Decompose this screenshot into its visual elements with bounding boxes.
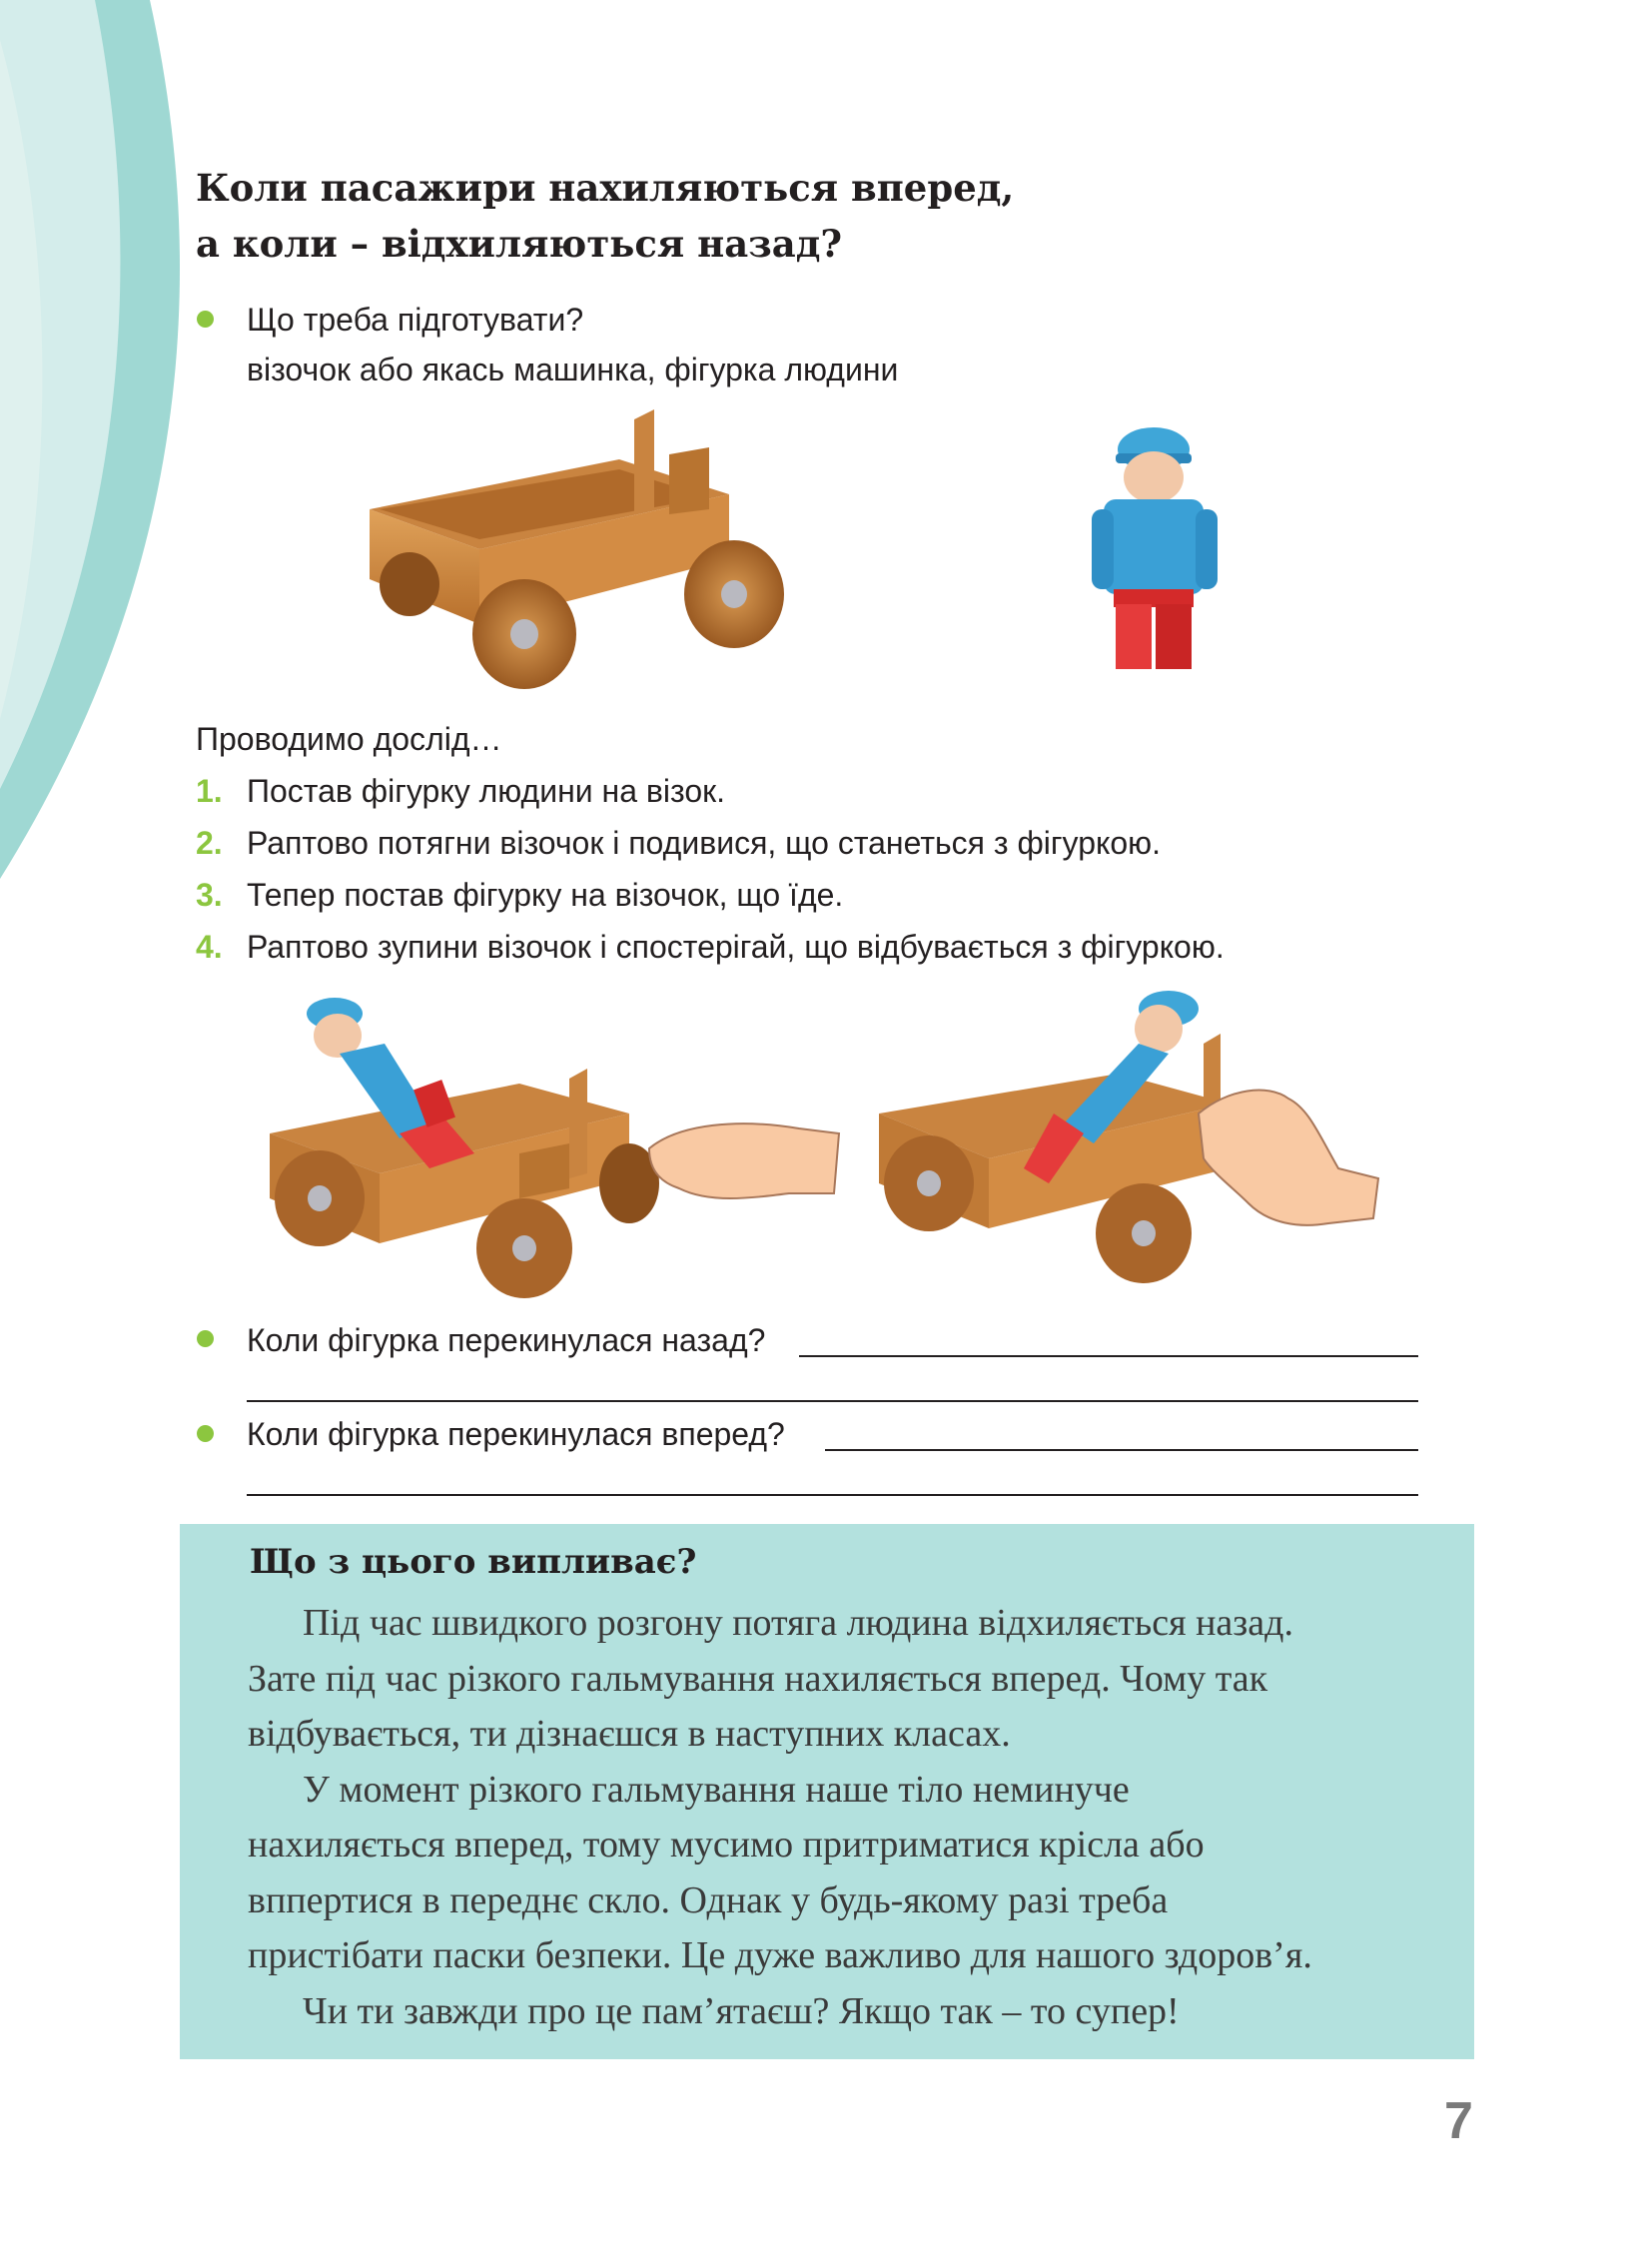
cart-illustration (370, 399, 799, 699)
page-number: 7 (1444, 2092, 1473, 2150)
question-back: Коли фігурка перекинулася назад? (247, 1322, 766, 1358)
step-text: Тепер постав фігурку на візочок, що їде. (247, 877, 844, 913)
paragraph-line: нахиляється вперед, тому мусимо притриматися крісла або (248, 1824, 1205, 1866)
paragraph-line: відбувається, ти дізнаєшся в наступних класах. (248, 1713, 1011, 1755)
experiment-intro: Проводимо дослід… (196, 721, 502, 757)
list-item (196, 771, 725, 811)
answer-line[interactable] (247, 1400, 1418, 1402)
step-number: 3. (196, 877, 223, 913)
answer-line[interactable] (247, 1494, 1418, 1496)
list-item (196, 927, 1225, 967)
step-text: Постав фігурку людини на візок. (247, 773, 725, 809)
bullet-icon (197, 1425, 214, 1442)
paragraph-line: У момент різкого гальмування наше тіло неминуче (303, 1768, 1130, 1811)
step-text: Раптово потягни візочок і подивися, що станеться з фігуркою. (247, 825, 1162, 861)
paragraph-line: Зате під час різкого гальмування нахиляється вперед. Чому так (248, 1657, 1268, 1700)
page-title (196, 160, 1014, 272)
answer-line[interactable] (799, 1355, 1418, 1357)
conclusion-title: Що з цього випливає? (250, 1542, 697, 1582)
step-text: Раптово зупини візочок і спостерігай, що відбувається з фігуркою. (247, 929, 1225, 965)
experiment-pull-illustration (270, 984, 849, 1303)
step-number: 4. (196, 929, 223, 965)
experiment-stop-illustration (869, 984, 1408, 1303)
paragraph-line: Чи ти завжди про це пам’ятаєш? Якщо так – то супер! (303, 1989, 1180, 2032)
title-line-1: Коли пасажири нахиляються вперед, (196, 166, 1015, 210)
paragraph-line: Під час швидкого розгону потяга людина відхиляється назад. (303, 1602, 1293, 1644)
question-forward: Коли фігурка перекинулася вперед? (247, 1416, 785, 1452)
conclusion-box (180, 1524, 1474, 2059)
paragraph-line: пристібати паски безпеки. Це дуже важливо для нашого здоров’я. (248, 1934, 1312, 1976)
list-item (196, 823, 1162, 863)
prepare-question: Що треба підготувати? (247, 302, 584, 338)
step-number: 1. (196, 773, 223, 809)
prepare-items: візочок або якась машинка, фігурка людини (247, 352, 899, 387)
paragraph-line: вппертися в переднє скло. Однак у будь-якому разі треба (248, 1878, 1169, 1921)
bullet-icon (197, 1330, 214, 1347)
step-number: 2. (196, 825, 223, 861)
list-item (196, 875, 844, 915)
title-line-2: а коли – відхиляються назад? (196, 222, 843, 266)
figure-illustration (1084, 419, 1224, 679)
bullet-icon (197, 311, 214, 328)
decorative-arc (0, 0, 260, 899)
answer-line[interactable] (825, 1449, 1418, 1451)
conclusion-text (248, 1596, 1312, 2039)
